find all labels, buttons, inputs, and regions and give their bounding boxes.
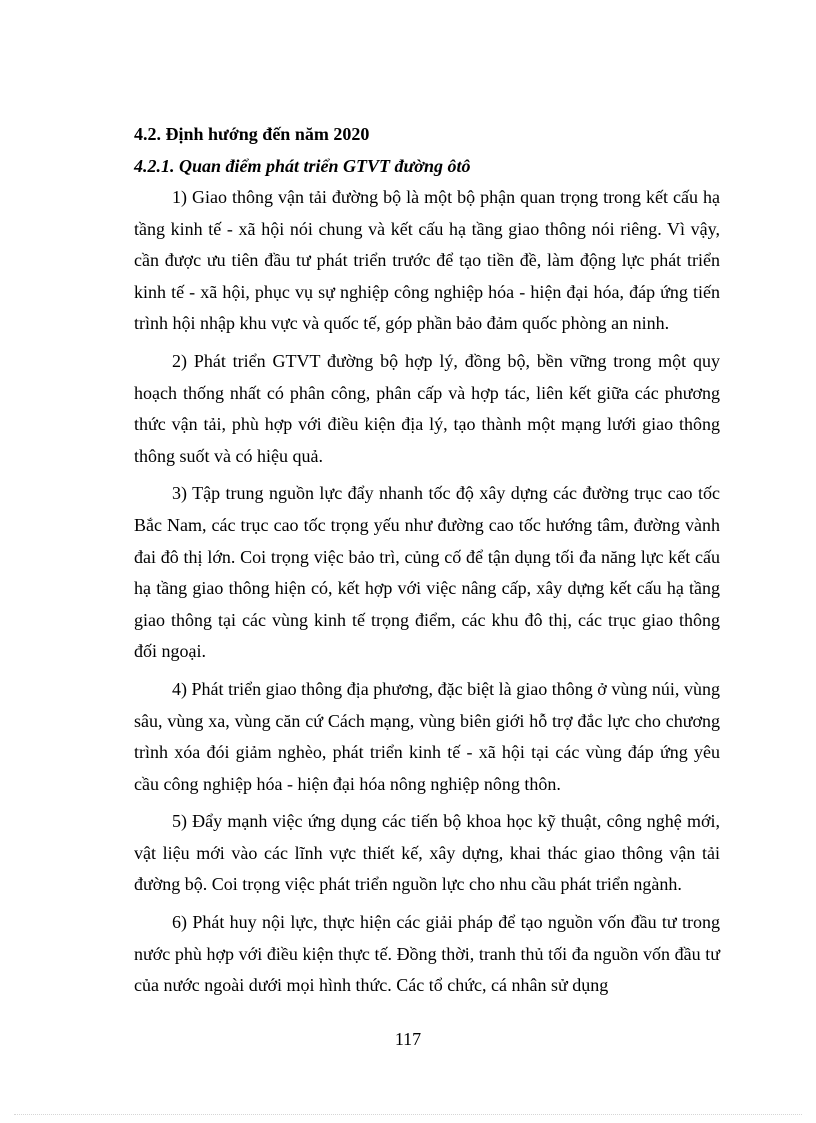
paragraph-2: 2) Phát triển GTVT đường bộ hợp lý, đồng bộ, bền vững trong một quy hoạch thống nhất có phân công, phân cấp và hợp tác, liên kết giữa các phương thức vận tải, phù hợp với điều kiện địa lý, tạo thành một mạng lưới giao thông thông suốt và có hiệu quả. <box>134 350 720 466</box>
subsection-heading: 4.2.1. Quan điểm phát triển GTVT đường ôtô <box>134 156 471 176</box>
page-border-divider <box>14 1114 802 1115</box>
document-body <box>134 118 720 1002</box>
paragraph-5: 5) Đẩy mạnh việc ứng dụng các tiến bộ khoa học kỹ thuật, công nghệ mới, vật liệu mới vào các lĩnh vực thiết kế, xây dựng, khai thác giao thông vận tải đường bộ. Coi trọng việc phát triển nguồn lực cho nhu cầu phát triển ngành. <box>134 811 720 895</box>
paragraph-4: 4) Phát triển giao thông địa phương, đặc biệt là giao thông ở vùng núi, vùng sâu, vùng xa, vùng căn cứ Cách mạng, vùng biên giới hỗ trợ đắc lực cho chương trình xóa đói giảm nghèo, phát triển kinh tế - xã hội tại các vùng đáp ứng yêu cầu công nghiệp hóa - hiện đại hóa nông nghiệp nông thôn. <box>134 678 720 794</box>
paragraph-3: 3) Tập trung nguồn lực đẩy nhanh tốc độ xây dựng các đường trục cao tốc Bắc Nam, các trục cao tốc trọng yếu như đường cao tốc hướng tâm, đường vành đai đô thị lớn. Coi trọng việc bảo trì, củng cố để tận dụng tối đa năng lực kết cấu hạ tầng giao thông hiện có, kết hợp với việc nâng cấp, xây dựng kết cấu hạ tầng giao thông tại các vùng kinh tế trọng điểm, các khu đô thị, các trục giao thông đối ngoại. <box>134 483 720 662</box>
paragraph-6: 6) Phát huy nội lực, thực hiện các giải pháp để tạo nguồn vốn đầu tư trong nước phù hợp với điều kiện thực tế. Đồng thời, tranh thủ tối đa nguồn vốn đầu tư của nước ngoài dưới mọi hình thức. Các tổ chức, cá nhân sử dụng <box>134 912 720 996</box>
paragraph-1: 1) Giao thông vận tải đường bộ là một bộ phận quan trọng trong kết cấu hạ tầng kinh tế - xã hội nói chung và kết cấu hạ tầng giao thông nói riêng. Vì vậy, cần được ưu tiên đầu tư phát triển trước để tạo tiền đề, làm động lực phát triển kinh tế - xã hội, phục vụ sự nghiệp công nghiệp hóa - hiện đại hóa, đáp ứng tiến trình hội nhập khu vực và quốc tế, góp phần bảo đảm quốc phòng an ninh. <box>134 187 720 334</box>
page-number: 117 <box>394 1029 422 1049</box>
section-heading: 4.2. Định hướng đến năm 2020 <box>134 124 370 144</box>
